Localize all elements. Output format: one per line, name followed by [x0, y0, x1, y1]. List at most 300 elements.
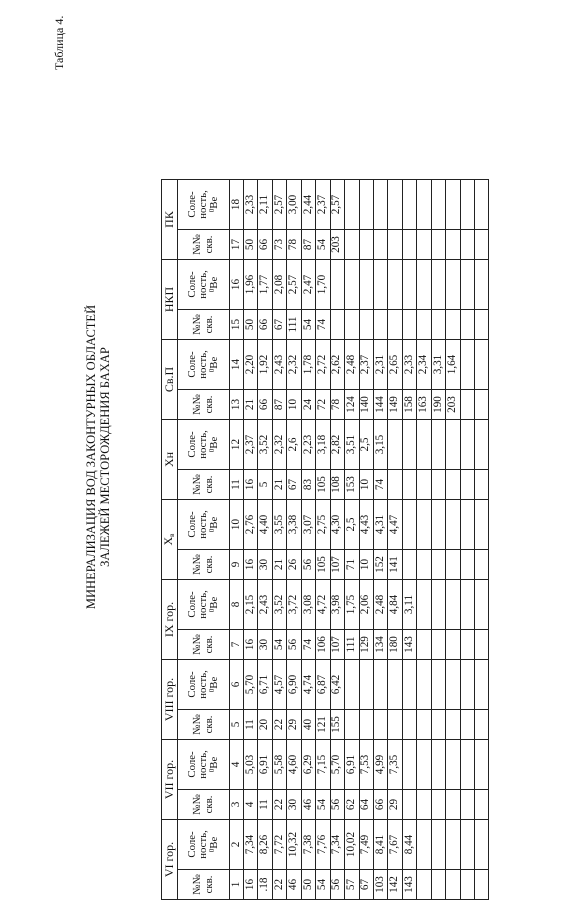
salinity-cell: 8,26	[258, 820, 272, 870]
salinity-cell: 3,00	[287, 180, 301, 230]
salinity-cell: 4,30	[330, 500, 344, 550]
salinity-header: Соле- ность, $^0$Be	[178, 340, 230, 390]
salinity-cell	[446, 420, 460, 470]
well-number-cell	[388, 310, 402, 340]
well-number-cell: 105	[316, 470, 330, 500]
salinity-cell: 3,31	[431, 340, 445, 390]
salinity-cell: 8,41	[373, 820, 387, 870]
well-number-cell: 83	[301, 470, 315, 500]
salinity-cell: 7,34	[330, 820, 344, 870]
salinity-cell: 2,57	[287, 260, 301, 310]
salinity-cell	[417, 180, 431, 230]
well-number-cell	[460, 310, 474, 340]
salinity-cell	[417, 740, 431, 790]
well-number-cell: 50	[301, 870, 315, 900]
table-row	[272, 180, 286, 900]
well-number-cell: 56	[330, 870, 344, 900]
well-number-cell: 54	[301, 310, 315, 340]
well-number-cell: 10	[359, 550, 373, 580]
well-number-cell: 16	[244, 630, 258, 660]
salinity-cell: 2,31	[373, 340, 387, 390]
well-number-cell: 54	[316, 230, 330, 260]
well-number-cell	[417, 550, 431, 580]
well-number-cell	[388, 470, 402, 500]
salinity-cell: 2,37	[316, 180, 330, 230]
well-number-cell	[431, 470, 445, 500]
well-number-cell	[417, 870, 431, 900]
well-number-cell: 111	[345, 630, 359, 660]
column-number: 4	[230, 740, 244, 790]
salinity-cell: 4,47	[388, 500, 402, 550]
well-number-cell	[475, 230, 489, 260]
salinity-cell: 7,15	[316, 740, 330, 790]
well-number-cell: 141	[388, 550, 402, 580]
salinity-cell	[388, 260, 402, 310]
well-number-cell: 46	[301, 790, 315, 820]
well-number-cell: 203	[446, 390, 460, 420]
well-number-cell	[359, 230, 373, 260]
well-number-cell: 5	[258, 470, 272, 500]
salinity-cell: 2,15	[244, 580, 258, 630]
well-number-cell: 56	[301, 550, 315, 580]
well-number-cell: 66	[373, 790, 387, 820]
well-number-header: №№ скв.	[178, 710, 230, 740]
salinity-header: Соле- ность, $^0$Be	[178, 260, 230, 310]
table-row	[359, 180, 373, 900]
well-number-cell: 158	[402, 390, 416, 420]
well-number-cell	[402, 550, 416, 580]
salinity-cell	[388, 420, 402, 470]
salinity-cell	[460, 420, 474, 470]
salinity-cell: 1,78	[301, 340, 315, 390]
salinity-cell: 6,90	[287, 660, 301, 710]
salinity-cell	[388, 180, 402, 230]
well-number-cell: 107	[330, 550, 344, 580]
salinity-cell: 3,98	[330, 580, 344, 630]
salinity-header: Соле- ность, $^0$Be	[178, 660, 230, 710]
well-number-cell: 105	[316, 550, 330, 580]
group-header: ПК	[162, 180, 178, 260]
salinity-cell	[359, 180, 373, 230]
group-header: НКП	[162, 260, 178, 340]
salinity-cell	[402, 180, 416, 230]
well-number-cell: 106	[316, 630, 330, 660]
salinity-cell	[402, 260, 416, 310]
column-number: 11	[230, 470, 244, 500]
well-number-cell: 74	[301, 630, 315, 660]
group-header: Св.П	[162, 340, 178, 420]
salinity-cell	[345, 660, 359, 710]
well-number-header: №№ скв.	[178, 550, 230, 580]
column-number: 7	[230, 630, 244, 660]
salinity-cell	[460, 660, 474, 710]
well-number-cell: 10	[287, 390, 301, 420]
well-number-cell: 180	[388, 630, 402, 660]
well-number-cell: 74	[373, 470, 387, 500]
group-header: Xн	[162, 420, 178, 500]
salinity-header: Соле- ность, $^0$Be	[178, 740, 230, 790]
salinity-cell: 4,40	[258, 500, 272, 550]
column-number: 1	[230, 870, 244, 900]
salinity-cell	[431, 580, 445, 630]
well-number-cell	[431, 870, 445, 900]
well-number-cell	[475, 710, 489, 740]
salinity-cell: 2,32	[287, 340, 301, 390]
well-number-cell	[446, 230, 460, 260]
salinity-cell: 7,34	[244, 820, 258, 870]
salinity-cell	[446, 820, 460, 870]
well-number-header: №№ скв.	[178, 230, 230, 260]
salinity-cell: 4,74	[301, 660, 315, 710]
table-row	[460, 180, 474, 900]
salinity-cell	[446, 660, 460, 710]
salinity-cell	[460, 580, 474, 630]
salinity-cell: 1,64	[446, 340, 460, 390]
well-number-header: №№ скв.	[178, 630, 230, 660]
salinity-cell: 6,91	[258, 740, 272, 790]
well-number-cell	[460, 470, 474, 500]
well-number-cell	[345, 310, 359, 340]
salinity-cell	[417, 420, 431, 470]
well-number-cell: 54	[316, 790, 330, 820]
salinity-cell	[460, 740, 474, 790]
table-row	[287, 180, 301, 900]
column-number: 13	[230, 390, 244, 420]
table-row	[446, 180, 460, 900]
salinity-cell: 5,58	[272, 740, 286, 790]
column-number: 2	[230, 820, 244, 870]
column-number: 12	[230, 420, 244, 470]
well-number-cell: 163	[417, 390, 431, 420]
well-number-cell	[446, 710, 460, 740]
salinity-cell	[373, 260, 387, 310]
table-row	[345, 180, 359, 900]
well-number-cell: 22	[272, 790, 286, 820]
well-number-cell: 190	[431, 390, 445, 420]
well-number-cell	[475, 390, 489, 420]
salinity-cell: 6,71	[258, 660, 272, 710]
title-line-1: МИНЕРАЛИЗАЦИЯ ВОД ЗАКОНТУРНЫХ ОБЛАСТЕЙ	[84, 304, 98, 610]
salinity-cell: 3,38	[287, 500, 301, 550]
well-number-cell: 50	[244, 230, 258, 260]
well-number-cell: 66	[258, 310, 272, 340]
well-number-cell: 62	[345, 790, 359, 820]
salinity-cell: 2,06	[359, 580, 373, 630]
column-number: 14	[230, 340, 244, 390]
salinity-cell: 7,49	[359, 820, 373, 870]
salinity-cell	[475, 580, 489, 630]
well-number-cell	[460, 870, 474, 900]
column-number: 15	[230, 310, 244, 340]
well-number-cell: 67	[359, 870, 373, 900]
well-number-cell	[446, 630, 460, 660]
salinity-cell: 2,72	[316, 340, 330, 390]
table-row	[330, 180, 344, 900]
salinity-cell: 6,42	[330, 660, 344, 710]
well-number-cell: 29	[388, 790, 402, 820]
salinity-cell: 2,43	[272, 340, 286, 390]
well-number-cell: 16	[244, 550, 258, 580]
salinity-cell: 2,11	[258, 180, 272, 230]
salinity-cell: 4,99	[373, 740, 387, 790]
well-number-cell	[431, 550, 445, 580]
salinity-cell: 1,96	[244, 260, 258, 310]
table-row	[258, 180, 272, 900]
column-number: 10	[230, 500, 244, 550]
group-header: $X_в$	[162, 500, 178, 580]
well-number-cell: 144	[373, 390, 387, 420]
salinity-cell: 10,02	[345, 820, 359, 870]
well-number-cell	[446, 310, 460, 340]
salinity-cell: 3,72	[287, 580, 301, 630]
salinity-cell: 4,43	[359, 500, 373, 550]
salinity-cell	[475, 500, 489, 550]
salinity-cell: 2,5	[345, 500, 359, 550]
salinity-cell: 5,70	[244, 660, 258, 710]
group-header: VIII гор.	[162, 660, 178, 740]
well-number-cell: 22	[272, 870, 286, 900]
salinity-header: Соле- ность, $^0$Be	[178, 180, 230, 230]
well-number-cell	[373, 310, 387, 340]
salinity-cell: 2,37	[244, 420, 258, 470]
salinity-cell: 2,76	[244, 500, 258, 550]
well-number-cell	[475, 630, 489, 660]
salinity-cell: 3,55	[272, 500, 286, 550]
salinity-header: Соле- ность, $^0$Be	[178, 580, 230, 630]
well-number-cell: 22	[272, 710, 286, 740]
salinity-cell: 6,91	[345, 740, 359, 790]
salinity-cell	[431, 260, 445, 310]
well-number-cell: 107	[330, 630, 344, 660]
salinity-cell: 10,32	[287, 820, 301, 870]
salinity-cell: 7,72	[272, 820, 286, 870]
well-number-cell	[431, 710, 445, 740]
well-number-cell: 78	[287, 230, 301, 260]
well-number-cell: 155	[330, 710, 344, 740]
well-number-cell: .18	[258, 870, 272, 900]
salinity-cell	[402, 660, 416, 710]
well-number-cell	[460, 630, 474, 660]
salinity-cell	[475, 340, 489, 390]
salinity-cell: 2,43	[258, 580, 272, 630]
well-number-cell: 203	[330, 230, 344, 260]
salinity-header: Соле- ность, $^0$Be	[178, 820, 230, 870]
salinity-cell: 3,15	[373, 420, 387, 470]
column-number: 8	[230, 580, 244, 630]
salinity-cell: 2,33	[244, 180, 258, 230]
well-number-cell: 30	[258, 630, 272, 660]
salinity-cell	[417, 820, 431, 870]
well-number-cell: 129	[359, 630, 373, 660]
salinity-cell: 2,34	[417, 340, 431, 390]
salinity-cell: 7,53	[359, 740, 373, 790]
well-number-cell	[417, 310, 431, 340]
salinity-cell: 5,70	[330, 740, 344, 790]
salinity-cell	[475, 420, 489, 470]
salinity-cell: 1,75	[345, 580, 359, 630]
well-number-cell: 30	[258, 550, 272, 580]
well-number-cell	[460, 390, 474, 420]
salinity-cell	[417, 580, 431, 630]
salinity-cell	[345, 180, 359, 230]
salinity-cell: 8,44	[402, 820, 416, 870]
salinity-cell: 2,23	[301, 420, 315, 470]
well-number-cell	[388, 230, 402, 260]
well-number-header: №№ скв.	[178, 310, 230, 340]
salinity-header: Соле- ность, $^0$Be	[178, 500, 230, 550]
table-row	[316, 180, 330, 900]
well-number-cell	[475, 470, 489, 500]
column-number: 6	[230, 660, 244, 710]
well-number-cell: 21	[272, 470, 286, 500]
well-number-cell	[446, 470, 460, 500]
well-number-cell: 26	[287, 550, 301, 580]
column-number: 3	[230, 790, 244, 820]
salinity-cell: 2,37	[359, 340, 373, 390]
salinity-cell	[345, 260, 359, 310]
well-number-cell: 66	[258, 390, 272, 420]
well-number-cell: 71	[345, 550, 359, 580]
well-number-cell: 54	[272, 630, 286, 660]
well-number-cell: 140	[359, 390, 373, 420]
table-row	[402, 180, 416, 900]
salinity-cell: 2,33	[402, 340, 416, 390]
salinity-cell	[417, 660, 431, 710]
salinity-cell	[359, 260, 373, 310]
column-number: 18	[230, 180, 244, 230]
well-number-cell	[446, 550, 460, 580]
salinity-cell	[446, 500, 460, 550]
well-number-cell: 21	[272, 550, 286, 580]
salinity-cell	[330, 260, 344, 310]
salinity-cell: 2,62	[330, 340, 344, 390]
well-number-cell	[402, 790, 416, 820]
well-number-cell	[460, 710, 474, 740]
salinity-cell	[417, 500, 431, 550]
well-number-cell	[475, 790, 489, 820]
well-number-cell: 64	[359, 790, 373, 820]
well-number-cell	[417, 230, 431, 260]
salinity-cell	[460, 180, 474, 230]
salinity-cell: 4,60	[287, 740, 301, 790]
salinity-cell	[475, 740, 489, 790]
well-number-cell: 11	[258, 790, 272, 820]
well-number-cell	[345, 710, 359, 740]
mineralization-table	[161, 179, 489, 900]
salinity-cell	[460, 500, 474, 550]
well-number-cell	[475, 550, 489, 580]
well-number-cell	[417, 470, 431, 500]
well-number-header: №№ скв.	[178, 470, 230, 500]
well-number-cell: 50	[244, 310, 258, 340]
well-number-cell: 16	[244, 870, 258, 900]
salinity-cell	[373, 660, 387, 710]
well-number-cell	[475, 870, 489, 900]
salinity-cell	[446, 260, 460, 310]
well-number-cell: 78	[330, 390, 344, 420]
well-number-cell: 143	[402, 630, 416, 660]
well-number-cell: 56	[330, 790, 344, 820]
salinity-header: Соле- ность, $^0$Be	[178, 420, 230, 470]
well-number-cell: 30	[287, 790, 301, 820]
well-number-cell: 46	[287, 870, 301, 900]
well-number-cell	[402, 470, 416, 500]
salinity-cell: 2,20	[244, 340, 258, 390]
salinity-cell: 2,57	[272, 180, 286, 230]
table-row	[373, 180, 387, 900]
title-line-2: ЗАЛЕЖЕЙ МЕСТОРОЖДЕНИЯ БАХАР	[98, 347, 112, 567]
well-number-cell	[359, 310, 373, 340]
salinity-cell: 7,38	[301, 820, 315, 870]
salinity-cell	[431, 420, 445, 470]
salinity-cell	[446, 580, 460, 630]
salinity-cell: 4,31	[373, 500, 387, 550]
salinity-cell: 4,72	[316, 580, 330, 630]
salinity-cell	[417, 260, 431, 310]
well-number-cell: 57	[345, 870, 359, 900]
salinity-cell: 7,35	[388, 740, 402, 790]
salinity-cell	[446, 740, 460, 790]
well-number-cell: 72	[316, 390, 330, 420]
salinity-cell: 2,48	[373, 580, 387, 630]
well-number-cell	[460, 230, 474, 260]
well-number-cell: 56	[287, 630, 301, 660]
well-number-cell: 24	[301, 390, 315, 420]
well-number-cell: 87	[272, 390, 286, 420]
salinity-cell	[402, 740, 416, 790]
well-number-cell: 153	[345, 470, 359, 500]
well-number-cell	[446, 870, 460, 900]
well-number-cell	[431, 230, 445, 260]
salinity-cell: 3,08	[301, 580, 315, 630]
well-number-cell	[431, 790, 445, 820]
salinity-cell: 1,70	[316, 260, 330, 310]
salinity-cell	[475, 180, 489, 230]
column-number: 9	[230, 550, 244, 580]
table-label: Таблица 4.	[52, 15, 66, 70]
salinity-cell: 3,52	[258, 420, 272, 470]
salinity-cell	[475, 260, 489, 310]
salinity-cell: 4,84	[388, 580, 402, 630]
well-number-cell: 20	[258, 710, 272, 740]
well-number-cell	[417, 630, 431, 660]
group-header: IX гор.	[162, 580, 178, 660]
well-number-cell	[431, 630, 445, 660]
salinity-cell: 3,07	[301, 500, 315, 550]
well-number-cell	[417, 710, 431, 740]
salinity-cell	[460, 820, 474, 870]
salinity-cell	[388, 660, 402, 710]
well-number-cell	[431, 310, 445, 340]
well-number-cell	[446, 790, 460, 820]
well-number-cell	[373, 230, 387, 260]
well-number-header: №№ скв.	[178, 870, 230, 900]
salinity-cell: 4,57	[272, 660, 286, 710]
salinity-cell	[460, 260, 474, 310]
column-number: 17	[230, 230, 244, 260]
well-number-cell	[359, 710, 373, 740]
salinity-cell	[431, 740, 445, 790]
well-number-cell	[402, 710, 416, 740]
well-number-cell: 103	[373, 870, 387, 900]
table-row	[417, 180, 431, 900]
salinity-cell: 2,6	[287, 420, 301, 470]
salinity-cell: 2,82	[330, 420, 344, 470]
salinity-cell: 2,48	[345, 340, 359, 390]
well-number-cell: 11	[244, 710, 258, 740]
column-number: 5	[230, 710, 244, 740]
well-number-cell: 73	[272, 230, 286, 260]
